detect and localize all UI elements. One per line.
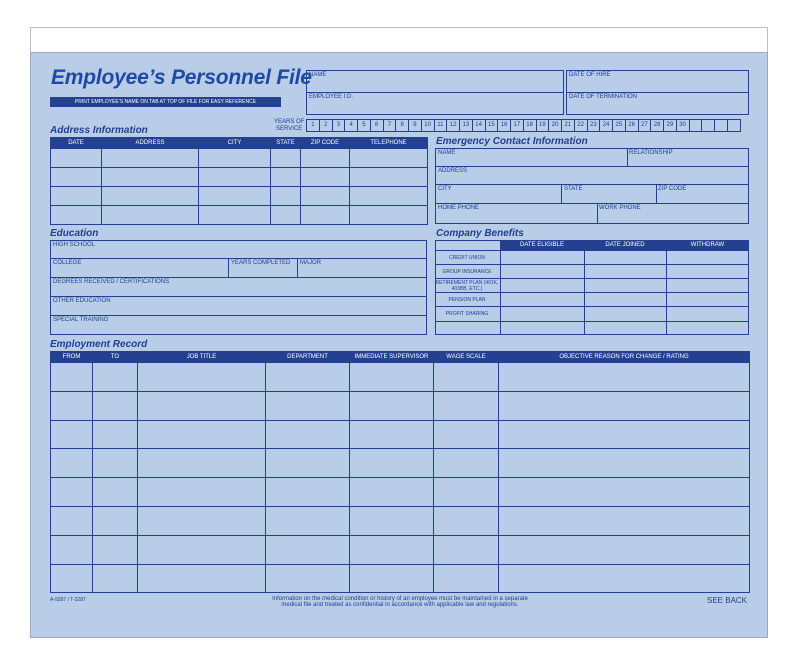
name-field[interactable] bbox=[306, 70, 564, 93]
employment-cell[interactable] bbox=[266, 449, 350, 478]
col-date-joined: DATE JOINED bbox=[605, 242, 645, 248]
divider bbox=[297, 258, 298, 277]
date-of-termination-label: DATE OF TERMINATION bbox=[569, 94, 638, 100]
address-row bbox=[51, 206, 428, 225]
emergency-contact-box bbox=[435, 148, 749, 224]
employment-cell[interactable] bbox=[499, 391, 750, 420]
year-box[interactable]: 7 bbox=[383, 119, 397, 132]
employment-cell[interactable] bbox=[350, 478, 434, 507]
year-box[interactable] bbox=[714, 119, 728, 132]
benefit-row-label: PENSION PLAN bbox=[448, 296, 486, 303]
employment-cell[interactable] bbox=[138, 478, 266, 507]
employment-cell[interactable] bbox=[138, 420, 266, 449]
employment-cell[interactable] bbox=[51, 449, 93, 478]
employment-cell[interactable] bbox=[93, 564, 138, 593]
col-supervisor: IMMEDIATE SUPERVISOR bbox=[350, 352, 434, 363]
year-box[interactable]: 29 bbox=[663, 119, 677, 132]
employment-cell[interactable] bbox=[51, 506, 93, 535]
address-cell[interactable] bbox=[199, 149, 271, 168]
employment-row bbox=[51, 478, 750, 507]
address-section-title: Address Information bbox=[50, 125, 148, 136]
ec-state-label: STATE bbox=[564, 186, 583, 192]
year-box[interactable]: 2 bbox=[319, 119, 333, 132]
employment-cell[interactable] bbox=[51, 420, 93, 449]
employment-cell[interactable] bbox=[51, 391, 93, 420]
year-box[interactable]: 15 bbox=[485, 119, 499, 132]
address-row bbox=[51, 187, 428, 206]
divider bbox=[435, 184, 749, 185]
year-box[interactable]: 26 bbox=[625, 119, 639, 132]
address-table bbox=[50, 137, 428, 225]
employment-cell[interactable] bbox=[138, 564, 266, 593]
employment-cell[interactable] bbox=[350, 535, 434, 564]
col-telephone: TELEPHONE bbox=[350, 138, 428, 149]
employment-cell[interactable] bbox=[93, 506, 138, 535]
address-cell[interactable] bbox=[102, 149, 199, 168]
address-cell[interactable] bbox=[199, 168, 271, 187]
divider bbox=[228, 258, 229, 277]
ec-work-phone-label: WORK PHONE bbox=[599, 205, 641, 211]
employment-row bbox=[51, 564, 750, 593]
edu-degrees-label: DEGREES RECEIVED / CERTIFICATIONS bbox=[53, 279, 170, 285]
edu-other-label: OTHER EDUCATION bbox=[53, 298, 111, 304]
employment-cell[interactable] bbox=[350, 564, 434, 593]
employment-row bbox=[51, 420, 750, 449]
employment-row bbox=[51, 535, 750, 564]
edu-major-label: MAJOR bbox=[300, 260, 321, 266]
employment-cell[interactable] bbox=[266, 420, 350, 449]
employment-cell[interactable] bbox=[350, 506, 434, 535]
employment-cell[interactable] bbox=[499, 420, 750, 449]
employment-cell[interactable] bbox=[266, 363, 350, 392]
employment-cell[interactable] bbox=[434, 420, 499, 449]
employment-cell[interactable] bbox=[93, 363, 138, 392]
emergency-section-title: Emergency Contact Information bbox=[436, 136, 588, 147]
employment-cell[interactable] bbox=[499, 363, 750, 392]
address-cell[interactable] bbox=[199, 206, 271, 225]
employment-cell[interactable] bbox=[499, 535, 750, 564]
col-reason: OBJECTIVE REASON FOR CHANGE / RATING bbox=[499, 352, 750, 363]
confidentiality-note bbox=[200, 596, 600, 608]
year-box[interactable]: 11 bbox=[434, 119, 448, 132]
year-box[interactable] bbox=[701, 119, 715, 132]
employment-cell[interactable] bbox=[138, 449, 266, 478]
year-box[interactable]: 19 bbox=[536, 119, 550, 132]
employment-table bbox=[50, 351, 750, 593]
folder-tab bbox=[30, 27, 768, 53]
benefit-row-divider bbox=[435, 306, 749, 307]
divider bbox=[656, 184, 657, 203]
employment-cell[interactable] bbox=[266, 391, 350, 420]
employment-row bbox=[51, 449, 750, 478]
col-withdraw: WITHDRAW bbox=[690, 242, 725, 248]
employment-row bbox=[51, 506, 750, 535]
year-box[interactable]: 4 bbox=[344, 119, 358, 132]
address-cell[interactable] bbox=[350, 206, 428, 225]
edu-years-completed-label: YEARS COMPLETED bbox=[231, 260, 291, 266]
employment-cell[interactable] bbox=[51, 363, 93, 392]
ec-city-label: CITY bbox=[438, 186, 452, 192]
benefit-row-divider bbox=[435, 250, 749, 251]
col-address: ADDRESS bbox=[102, 138, 199, 149]
divider bbox=[435, 203, 749, 204]
year-box[interactable]: 10 bbox=[421, 119, 435, 132]
address-cell[interactable] bbox=[51, 168, 102, 187]
col-state: STATE bbox=[271, 138, 301, 149]
benefit-row-label: RETIREMENT PLAN (401K, 403BB, ETC.) bbox=[435, 280, 499, 293]
col-city: CITY bbox=[199, 138, 271, 149]
address-cell[interactable] bbox=[271, 206, 301, 225]
address-cell[interactable] bbox=[199, 187, 271, 206]
employment-cell[interactable] bbox=[434, 478, 499, 507]
address-cell[interactable] bbox=[350, 149, 428, 168]
employment-cell[interactable] bbox=[138, 391, 266, 420]
divider bbox=[561, 184, 562, 203]
employment-cell[interactable] bbox=[266, 478, 350, 507]
year-box[interactable]: 28 bbox=[650, 119, 664, 132]
employment-cell[interactable] bbox=[93, 420, 138, 449]
address-cell[interactable] bbox=[51, 187, 102, 206]
form-title: Employee’s Personnel File bbox=[51, 66, 312, 89]
col-date: DATE bbox=[51, 138, 102, 149]
instruction-banner: PRINT EMPLOYEE’S NAME ON TAB AT TOP OF FILE FOR EASY REFERENCE bbox=[50, 97, 281, 107]
employment-cell[interactable] bbox=[93, 535, 138, 564]
ec-name-label: NAME bbox=[438, 150, 456, 156]
year-box[interactable]: 18 bbox=[523, 119, 537, 132]
employment-cell[interactable] bbox=[499, 564, 750, 593]
address-cell[interactable] bbox=[271, 187, 301, 206]
address-cell[interactable] bbox=[350, 168, 428, 187]
col-to: TO bbox=[93, 352, 138, 363]
employment-cell[interactable] bbox=[138, 535, 266, 564]
employment-cell[interactable] bbox=[499, 478, 750, 507]
see-back-label: SEE BACK bbox=[707, 596, 748, 605]
year-box[interactable]: 22 bbox=[574, 119, 588, 132]
year-box[interactable]: 23 bbox=[587, 119, 601, 132]
col-zip: ZIP CODE bbox=[301, 138, 350, 149]
address-cell[interactable] bbox=[51, 206, 102, 225]
year-box[interactable]: 24 bbox=[599, 119, 613, 132]
employment-cell[interactable] bbox=[266, 564, 350, 593]
employment-cell[interactable] bbox=[138, 506, 266, 535]
address-cell[interactable] bbox=[350, 187, 428, 206]
divider bbox=[597, 203, 598, 224]
year-box[interactable]: 13 bbox=[459, 119, 473, 132]
employment-cell[interactable] bbox=[266, 506, 350, 535]
address-cell[interactable] bbox=[301, 187, 350, 206]
benefit-row-label: PROFIT SHARING bbox=[445, 310, 489, 317]
form-code: A-9287 / T-3287 bbox=[50, 597, 86, 603]
employment-cell[interactable] bbox=[93, 478, 138, 507]
year-box[interactable] bbox=[689, 119, 703, 132]
address-cell[interactable] bbox=[102, 168, 199, 187]
benefit-row-divider bbox=[435, 292, 749, 293]
benefit-col-divider bbox=[666, 240, 667, 335]
divider bbox=[50, 277, 427, 278]
years-label-line2: SERVICE bbox=[276, 126, 303, 132]
benefit-row-label: GROUP INSURANCE bbox=[442, 268, 492, 275]
benefit-col-divider bbox=[584, 240, 585, 335]
date-of-hire-label: DATE OF HIRE bbox=[569, 72, 611, 78]
ec-address-label: ADDRESS bbox=[438, 168, 468, 174]
employee-id-label: EMPLOYEE I.D. bbox=[309, 94, 354, 100]
note-line-2: medical file and treated as confidential in accordance with applicable law and regulations. bbox=[281, 602, 519, 608]
edu-college-label: COLLEGE bbox=[53, 260, 82, 266]
col-job-title: JOB TITLE bbox=[138, 352, 266, 363]
employment-cell[interactable] bbox=[499, 506, 750, 535]
address-row bbox=[51, 149, 428, 168]
address-cell[interactable] bbox=[102, 206, 199, 225]
year-box[interactable]: 12 bbox=[446, 119, 460, 132]
years-label-line1: YEARS OF bbox=[274, 119, 305, 125]
benefit-row-divider bbox=[435, 278, 749, 279]
employment-cell[interactable] bbox=[434, 391, 499, 420]
address-cell[interactable] bbox=[301, 206, 350, 225]
employment-cell[interactable] bbox=[138, 363, 266, 392]
year-box[interactable]: 27 bbox=[638, 119, 652, 132]
col-wage-scale: WAGE SCALE bbox=[434, 352, 499, 363]
col-date-eligible: DATE ELIGIBLE bbox=[520, 242, 564, 248]
year-box[interactable]: 1 bbox=[306, 119, 320, 132]
employment-cell[interactable] bbox=[434, 449, 499, 478]
benefit-row-label: CREDIT UNION bbox=[448, 254, 486, 261]
employment-cell[interactable] bbox=[434, 363, 499, 392]
ec-home-phone-label: HOME PHONE bbox=[438, 205, 480, 211]
address-row bbox=[51, 168, 428, 187]
education-section-title: Education bbox=[50, 228, 99, 239]
address-cell[interactable] bbox=[102, 187, 199, 206]
edu-high-school-label: HIGH SCHOOL bbox=[53, 242, 96, 248]
employment-cell[interactable] bbox=[266, 535, 350, 564]
year-box[interactable]: 9 bbox=[408, 119, 422, 132]
year-box[interactable]: 14 bbox=[472, 119, 486, 132]
employment-cell[interactable] bbox=[434, 506, 499, 535]
employment-cell[interactable] bbox=[350, 449, 434, 478]
employment-cell[interactable] bbox=[93, 449, 138, 478]
employment-cell[interactable] bbox=[93, 391, 138, 420]
year-box[interactable]: 6 bbox=[370, 119, 384, 132]
edu-special-label: SPECIAL TRAINING bbox=[53, 317, 109, 323]
address-cell[interactable] bbox=[301, 149, 350, 168]
benefit-col-divider bbox=[500, 240, 501, 335]
divider bbox=[50, 296, 427, 297]
year-box[interactable]: 3 bbox=[332, 119, 346, 132]
employment-cell[interactable] bbox=[51, 564, 93, 593]
years-of-service-label bbox=[274, 119, 304, 133]
employment-section-title: Employment Record bbox=[50, 339, 148, 350]
benefit-row-divider bbox=[435, 264, 749, 265]
address-cell[interactable] bbox=[51, 149, 102, 168]
ec-relationship-label: RELATIONSHIP bbox=[629, 150, 673, 156]
year-box[interactable] bbox=[727, 119, 741, 132]
year-box[interactable]: 5 bbox=[357, 119, 371, 132]
divider bbox=[50, 258, 427, 259]
note-line-1: Information on the medical condition or history of an employee must be maintained in a separate bbox=[272, 596, 528, 602]
col-from: FROM bbox=[51, 352, 93, 363]
employment-cell[interactable] bbox=[51, 535, 93, 564]
divider bbox=[435, 166, 749, 167]
employment-cell[interactable] bbox=[51, 478, 93, 507]
year-box[interactable]: 16 bbox=[497, 119, 511, 132]
employment-row bbox=[51, 391, 750, 420]
employment-cell[interactable] bbox=[434, 535, 499, 564]
divider bbox=[50, 315, 427, 316]
address-cell[interactable] bbox=[271, 168, 301, 187]
name-label: NAME bbox=[309, 72, 327, 78]
benefits-header bbox=[500, 240, 749, 250]
employment-row bbox=[51, 363, 750, 392]
benefit-row-divider bbox=[435, 321, 749, 322]
employment-cell[interactable] bbox=[434, 564, 499, 593]
employment-cell[interactable] bbox=[499, 449, 750, 478]
year-box[interactable]: 20 bbox=[548, 119, 562, 132]
year-box[interactable]: 30 bbox=[676, 119, 690, 132]
year-box[interactable]: 25 bbox=[612, 119, 626, 132]
ec-zip-label: ZIP CODE bbox=[658, 186, 687, 192]
benefits-section-title: Company Benefits bbox=[436, 228, 524, 239]
year-box[interactable]: 8 bbox=[395, 119, 409, 132]
employment-cell[interactable] bbox=[350, 420, 434, 449]
col-department: DEPARTMENT bbox=[266, 352, 350, 363]
divider bbox=[627, 148, 628, 166]
year-box[interactable]: 21 bbox=[561, 119, 575, 132]
year-box[interactable]: 17 bbox=[510, 119, 524, 132]
employment-cell[interactable] bbox=[350, 363, 434, 392]
address-cell[interactable] bbox=[271, 149, 301, 168]
employment-cell[interactable] bbox=[350, 391, 434, 420]
address-cell[interactable] bbox=[301, 168, 350, 187]
